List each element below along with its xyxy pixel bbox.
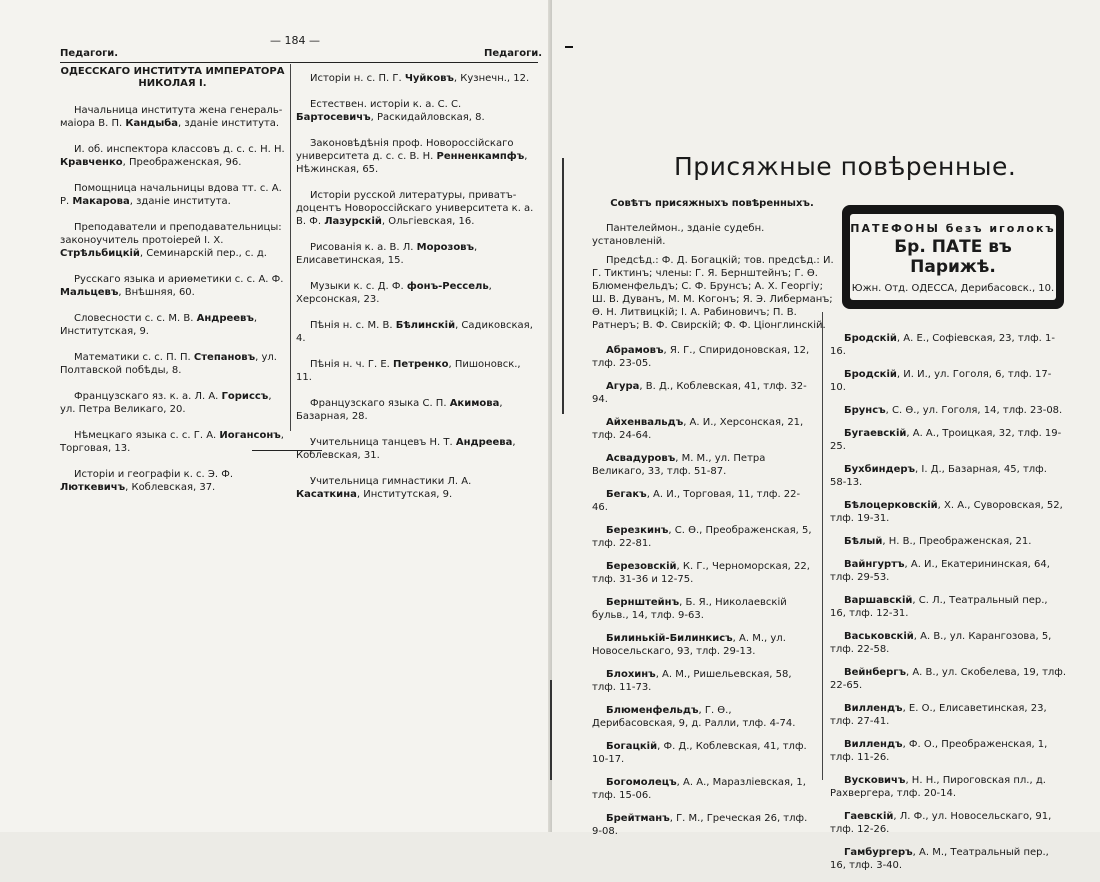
column-divider xyxy=(290,64,291,431)
entry-details: , С. Ѳ., ул. Гоголя, 14, тлф. 23-08. xyxy=(885,405,1063,416)
advertisement xyxy=(842,205,1064,309)
entry-prefix: Исторiи и географiи к. с. Э. Ф. xyxy=(74,469,234,480)
list-entry xyxy=(296,98,538,124)
entry-name: Гаевскiй xyxy=(844,811,894,822)
list-entry xyxy=(296,72,538,85)
entry-details: , С. Л., Театральный пер., 16, тлф. 12-31. xyxy=(830,595,1048,619)
entry-details: , Раскидайловская, 8. xyxy=(370,112,485,123)
list-entry xyxy=(592,668,816,694)
ad-line-1: ПАТЕФОНЫ безъ иголокъ xyxy=(850,222,1056,235)
entry-prefix: Пѣнiя н. с. М. В. xyxy=(310,320,396,331)
ad-line-3: Южн. Отд. ОДЕССА, Дерибасовск., 10. xyxy=(851,283,1055,294)
entry-name: Кандыба xyxy=(125,118,179,129)
entry-name: Вейнбергъ xyxy=(844,667,906,678)
list-entry xyxy=(592,488,816,514)
entry-prefix: И. об. инспектора классовъ д. с. с. Н. Н. xyxy=(74,144,285,155)
council-title: Совѣтъ присяжныхъ повѣренныхъ. xyxy=(610,198,814,209)
entry-details: , И. И., ул. Гоголя, 6, тлф. 17-10. xyxy=(830,369,1052,393)
entry-details: , Б. Я., Николаевскiй бульв., 14, тлф. 9-63. xyxy=(592,597,787,621)
advertisement-panel xyxy=(850,214,1056,300)
entry-details: , Ф. Д., Коблевская, 41, тлф. 10-17. xyxy=(592,741,807,765)
entry-details: , А. А., Маразлiевская, 1, тлф. 15-06. xyxy=(592,777,806,801)
list-entry xyxy=(296,319,538,345)
entry-prefix: Преподаватели и преподавательницы: законоучитель протоiерей I. Х. xyxy=(60,222,282,246)
entry-name: Виллендъ xyxy=(844,703,903,714)
list-entry xyxy=(60,312,285,338)
teachers-list-a xyxy=(60,104,285,494)
entry-name: Билинькiй-Билинкисъ xyxy=(606,633,733,644)
entry-details: , Садиковская, 4. xyxy=(296,320,533,344)
list-entry xyxy=(592,452,816,478)
entry-prefix: Математики с. с. П. П. xyxy=(74,352,194,363)
entry-details: , Ф. О., Преображенская, 1, тлф. 11-26. xyxy=(830,739,1048,763)
list-entry xyxy=(830,702,1066,728)
entry-name: Ренненкампфъ xyxy=(436,151,525,162)
entry-details: , зданiе института. xyxy=(178,118,280,129)
entry-details: , Х. А., Суворовская, 52, тлф. 19-31. xyxy=(830,500,1063,524)
entry-prefix: Музыки к. с. Д. Ф. xyxy=(310,281,407,292)
entry-details: , А. М., Театральный пер., 16, тлф. 3-40. xyxy=(830,847,1049,871)
column-divider xyxy=(822,312,823,780)
list-entry xyxy=(592,776,816,802)
list-entry xyxy=(830,666,1066,692)
entry-details: , Е. О., Елисаветинская, 23, тлф. 27-41. xyxy=(830,703,1047,727)
entry-details: , Торговая, 13. xyxy=(60,430,284,454)
entry-name: Люткевичъ xyxy=(60,482,126,493)
teachers-column-a xyxy=(60,66,285,507)
list-entry xyxy=(60,468,285,494)
entry-details: , Г. Ѳ., Дерибасовская, 9, д. Ралли, тлф. 4-74. xyxy=(592,705,796,729)
entry-name: Блохинъ xyxy=(606,669,656,680)
entry-details: , Коблевская, 37. xyxy=(125,482,216,493)
entry-name: Мальцевъ xyxy=(60,287,119,298)
entry-details: , ул. Полтавской побѣды, 8. xyxy=(60,352,277,376)
list-entry xyxy=(592,596,816,622)
entry-details: , Внѣшняя, 60. xyxy=(118,287,195,298)
entry-name: Андреева xyxy=(455,437,513,448)
list-entry xyxy=(60,104,285,130)
header-rule xyxy=(60,62,538,63)
list-entry xyxy=(830,810,1066,836)
entry-name: Березовскiй xyxy=(606,561,677,572)
entry-details: , Я. Г., Спиридоновская, 12, тлф. 23-05. xyxy=(592,345,810,369)
list-entry xyxy=(60,221,285,260)
entry-prefix: Начальница института жена генераль-маiора В. П. xyxy=(60,105,283,129)
list-entry xyxy=(592,380,816,406)
entry-name: Блюменфельдъ xyxy=(606,705,699,716)
entry-name: Бѣлый xyxy=(844,536,883,547)
list-entry xyxy=(830,499,1066,525)
entry-details: , А. М., Ришельевская, 58, тлф. 11-73. xyxy=(592,669,792,693)
entry-name: Макарова xyxy=(72,196,130,207)
entry-details: , ул. Петра Великаго, 20. xyxy=(60,391,272,415)
entry-details: , Г. М., Греческая 26, тлф. 9-08. xyxy=(592,813,808,837)
entry-prefix: Словесности с. с. М. В. xyxy=(74,313,197,324)
entry-name: Морозовъ xyxy=(416,242,475,253)
entry-name: Бѣлинскiй xyxy=(395,320,456,331)
entry-name: Богомолецъ xyxy=(606,777,677,788)
entry-details: , К. Г., Черноморская, 22, тлф. 31-36 и 12-75. xyxy=(592,561,810,585)
entry-details: , Преображенская, 96. xyxy=(122,157,242,168)
entry-prefix: Французскаго яз. к. а. Л. А. xyxy=(74,391,222,402)
margin-mark xyxy=(565,46,573,48)
entry-details: , Ольгiевская, 16. xyxy=(381,216,475,227)
list-entry xyxy=(592,344,816,370)
entry-prefix: Пѣнiя н. ч. Г. Е. xyxy=(310,359,394,370)
list-entry xyxy=(296,241,538,267)
entry-name: Гамбургеръ xyxy=(844,847,913,858)
entry-name: Акимова xyxy=(449,398,500,409)
entry-name: Бернштейнъ xyxy=(606,597,680,608)
entry-prefix: Нѣмецкаго языка с. с. Г. А. xyxy=(74,430,220,441)
council-body xyxy=(592,222,834,338)
entry-name: Кравченко xyxy=(60,157,123,168)
entry-name: Березкинъ xyxy=(606,525,669,536)
entry-name: Иогансонъ xyxy=(219,430,281,441)
list-entry xyxy=(60,182,285,208)
entry-prefix: Учительница танцевъ Н. Т. xyxy=(310,437,456,448)
entry-name: фонъ-Рессель xyxy=(406,281,489,292)
entry-details: , Базарная, 28. xyxy=(296,398,503,422)
entry-details: , Институтская, 9. xyxy=(60,313,258,337)
entry-name: Бугаевскiй xyxy=(844,428,907,439)
list-entry xyxy=(830,630,1066,656)
entry-prefix: Рисованiя к. а. В. Л. xyxy=(310,242,417,253)
section-end-rule xyxy=(252,450,322,451)
entry-details: , А. И., Херсонская, 21, тлф. 24-64. xyxy=(592,417,804,441)
entry-details: , А. Е., Софiевская, 23, тлф. 1-16. xyxy=(830,333,1055,357)
entry-details: , А. М., ул. Новосельскаго, 93, тлф. 29-13. xyxy=(592,633,786,657)
lawyers-list-right xyxy=(830,332,1066,882)
entry-details: , Коблевская, 31. xyxy=(296,437,516,461)
entry-name: Стрѣльбицкiй xyxy=(60,248,140,259)
list-entry xyxy=(830,738,1066,764)
list-entry xyxy=(60,143,285,169)
page-number: — 184 — xyxy=(270,34,320,47)
margin-bracket xyxy=(550,680,552,780)
entry-details: , зданiе института. xyxy=(129,196,231,207)
entry-details: , А. И., Екатерининская, 64, тлф. 29-53. xyxy=(830,559,1050,583)
list-entry xyxy=(592,524,816,550)
teachers-column-b xyxy=(296,72,538,514)
list-entry xyxy=(830,535,1066,548)
entry-details: , Институтская, 9. xyxy=(356,489,453,500)
list-entry xyxy=(296,137,538,176)
list-entry xyxy=(296,436,538,462)
entry-name: Богацкiй xyxy=(606,741,658,752)
entry-details: , Елисаветинская, 15. xyxy=(296,242,478,266)
list-entry xyxy=(296,475,538,501)
list-entry xyxy=(830,368,1066,394)
entry-name: Варшавскiй xyxy=(844,595,913,606)
entry-details: , I. Д., Базарная, 45, тлф. 58-13. xyxy=(830,464,1047,488)
entry-details: , А. И., Торговая, 11, тлф. 22-46. xyxy=(592,489,801,513)
list-entry xyxy=(592,812,816,838)
entry-name: Брунсъ xyxy=(844,405,886,416)
list-entry xyxy=(592,740,816,766)
list-entry xyxy=(592,560,816,586)
entry-details: , Херсонская, 23. xyxy=(296,281,492,305)
list-entry xyxy=(60,390,285,416)
list-entry xyxy=(830,846,1066,872)
entry-details: , А. В., ул. Скобелева, 19, тлф. 22-65. xyxy=(830,667,1067,691)
running-head-right: Педагоги. xyxy=(484,48,543,59)
entry-name: Агура xyxy=(606,381,640,392)
entry-name: Степановъ xyxy=(193,352,256,363)
entry-details: , Пишоновск., 11. xyxy=(296,359,521,383)
list-entry xyxy=(60,273,285,299)
list-entry xyxy=(830,427,1066,453)
list-entry xyxy=(830,463,1066,489)
entry-name: Бродскiй xyxy=(844,333,897,344)
entry-details: , Семинарскiй пер., с. д. xyxy=(139,248,267,259)
entry-details: , А. А., Троицкая, 32, тлф. 19-25. xyxy=(830,428,1062,452)
council-address: Пантелеймон., зданiе судебн. установленiй. xyxy=(592,223,765,247)
list-entry xyxy=(592,632,816,658)
entry-name: Айхенвальдъ xyxy=(606,417,684,428)
entry-details: , М. М., ул. Петра Великаго, 33, тлф. 51-87. xyxy=(592,453,766,477)
entry-prefix: Исторiи русской литературы, приватъ-доцентъ Новороссiйскаго университета к. а. В. Ф. xyxy=(296,190,534,227)
list-entry xyxy=(296,280,538,306)
entry-name: Касаткина xyxy=(296,489,357,500)
entry-name: Виллендъ xyxy=(844,739,903,750)
ad-line-2: Бр. ПАТЕ въ Парижѣ. xyxy=(894,237,1012,277)
entry-prefix: Французскаго языка С. П. xyxy=(310,398,450,409)
list-entry xyxy=(592,704,816,730)
entry-details: , С. Ѳ., Преображенская, 5, тлф. 22-81. xyxy=(592,525,812,549)
teachers-list-b xyxy=(296,72,538,501)
entry-details: , Н. В., Преображенская, 21. xyxy=(882,536,1032,547)
entry-prefix: Естествен. исторiи к. а. С. С. xyxy=(310,99,462,110)
entry-name: Васьковскiй xyxy=(844,631,914,642)
entry-name: Лазурскiй xyxy=(324,216,382,227)
entry-name: Бегакъ xyxy=(606,489,647,500)
list-entry xyxy=(296,358,538,384)
entry-name: Вайнгуртъ xyxy=(844,559,905,570)
entry-details: , Нѣжинская, 65. xyxy=(296,151,528,175)
section-title: Присяжные повѣренные. xyxy=(674,152,1017,181)
entry-prefix: Учительница гимнастики Л. А. xyxy=(310,476,472,487)
entry-details: , Кузнечн., 12. xyxy=(453,73,530,84)
list-entry xyxy=(830,332,1066,358)
margin-bracket xyxy=(562,158,564,414)
entry-name: Абрамовъ xyxy=(606,345,664,356)
list-entry xyxy=(60,351,285,377)
entry-details: , Л. Ф., ул. Новосельскаго, 91, тлф. 12-26. xyxy=(830,811,1052,835)
entry-name: Бродскiй xyxy=(844,369,897,380)
entry-name: Бѣлоцерковскiй xyxy=(844,500,938,511)
institute-title: ОДЕССКАГО ИНСТИТУТА ИМПЕРАТОРА НИКОЛАЯ I. xyxy=(60,66,285,89)
entry-prefix: Русскаго языка и ариѳметики с. с. А. Ф. xyxy=(74,274,284,285)
list-entry xyxy=(60,429,285,455)
entry-details: , А. В., ул. Карангозова, 5, тлф. 22-58. xyxy=(830,631,1052,655)
list-entry xyxy=(830,558,1066,584)
entry-prefix: Помощница начальницы вдова тт. с. А. Р. xyxy=(60,183,282,207)
list-entry xyxy=(830,594,1066,620)
entry-name: Асвадуровъ xyxy=(606,453,676,464)
council-members: Предсѣд.: Ф. Д. Богацкiй; тов. предсѣд.: И. Г. Тиктинъ; члены: Г. Я. Бернштейнъ; Г. Ѳ. Блюменфельдъ; С. Ф. Брунсъ; А. Х. Георгiу; Ш. В. Дуванъ, М. М. Когонъ; Я. Э. Либерманъ; Ѳ. Н. Литвицкiй; I. А. Рабиновичъ; П. В. Ратнеръ; В. Ф. Свирскiй; Ф. Ф. Цiонглинскiй. xyxy=(592,255,834,331)
entry-name: Гориссъ xyxy=(221,391,269,402)
entry-name: Андреевъ xyxy=(196,313,254,324)
left-page xyxy=(0,0,552,832)
list-entry xyxy=(830,404,1066,417)
list-entry xyxy=(296,189,538,228)
entry-name: Бартосевичъ xyxy=(296,112,371,123)
lawyers-list-left xyxy=(592,344,816,848)
list-entry xyxy=(830,774,1066,800)
entry-name: Петренко xyxy=(393,359,449,370)
entry-name: Брейтманъ xyxy=(606,813,670,824)
entry-name: Чуйковъ xyxy=(404,73,454,84)
entry-details: , Н. Н., Пироговская пл., д. Рахвергера, тлф. 20-14. xyxy=(830,775,1046,799)
entry-prefix: Законовѣдѣнiя проф. Новороссiйскаго университета д. с. с. В. Н. xyxy=(296,138,514,162)
entry-name: Вусковичъ xyxy=(844,775,906,786)
list-entry xyxy=(296,397,538,423)
running-head-left: Педагоги. xyxy=(60,48,119,59)
entry-prefix: Исторiи н. с. П. Г. xyxy=(310,73,405,84)
entry-details: , В. Д., Коблевская, 41, тлф. 32-94. xyxy=(592,381,807,405)
entry-name: Бухбиндеръ xyxy=(844,464,916,475)
list-entry xyxy=(592,416,816,442)
